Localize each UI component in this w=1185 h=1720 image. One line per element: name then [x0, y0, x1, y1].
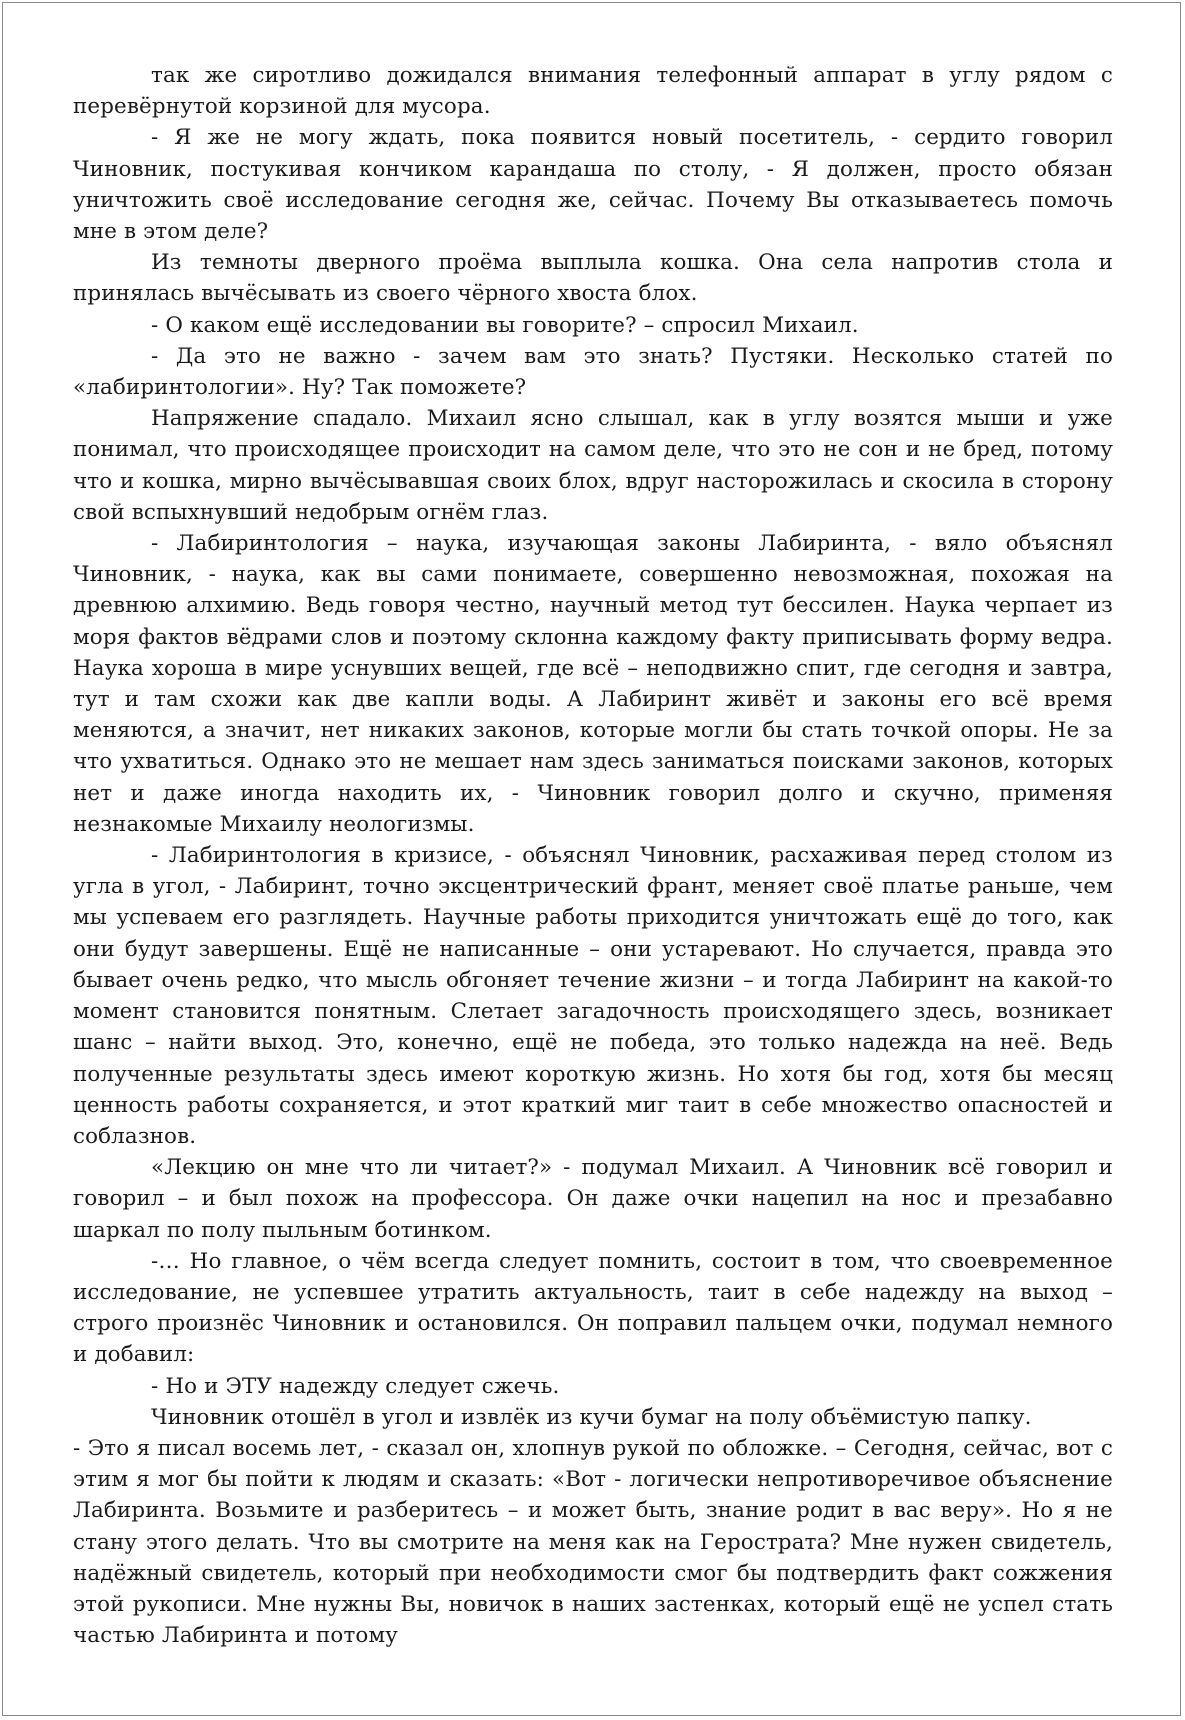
- paragraph: Из темноты дверного проёма выплыла кошка. Она села напротив стола и принялась вычёсывать из своего чёрного хвоста блох.: [73, 250, 1113, 307]
- paragraph: - Лабиринтология в кризисе, - объяснял Чиновник, расхаживая перед столом из угла в угол, - Лабиринт, точно эксцентрический франт, меняет своё платье раньше, чем мы успеваем его разглядеть. Научные работы приходится уничтожать ещё до того, как они будут завершены. Ещё не написанные – они устаревают. Но случается, правда это бывает очень редко, что мысль обгоняет течение жизни – и тогда Лабиринт на какой-то момент становится понятным. Слетает загадочность происходящего здесь, возникает шанс – найти выход. Это, конечно, ещё не победа, это только надежда на неё. Ведь полученные результаты здесь имеют короткую жизнь. Но хотя бы год, хотя бы месяц ценность работы сохраняется, и этот краткий миг таит в себе множество опасностей и соблазнов.: [73, 843, 1113, 1149]
- paragraph: - Это я писал восемь лет, - сказал он, хлопнув рукой по обложке. – Сегодня, сейчас, вот с этим я мог бы пойти к людям и сказать: «Вот - логически непротиворечивое объяснение Лабиринта. Возьмите и разберитесь – и может быть, знание родит в вас веру». Но я не стану этого делать. Что вы смотрите на меня как на Герострата? Мне нужен свидетель, надёжный свидетель, который при необходимости смог бы подтвердить факт сожжения этой рукописи. Мне нужны Вы, новичок в наших застенках, который ещё не успел стать частью Лабиринта и потому: [73, 1435, 1113, 1649]
- paragraph: Чиновник отошёл в угол и извлёк из кучи бумаг на полу объёмистую папку.: [151, 1404, 1032, 1430]
- paragraph: - Но и ЭТУ надежду следует сжечь.: [151, 1373, 560, 1399]
- paragraph: Напряжение спадало. Михаил ясно слышал, как в углу возятся мыши и уже понимал, что происходящее происходит на самом деле, что это не сон и не бред, потому что и кошка, мирно вычёсывавшая своих блох, вдруг насторожилась и скосила в сторону свой вспыхнувший недобрым огнём глаз.: [73, 406, 1113, 525]
- paragraph: -… Но главное, о чём всегда следует помнить, состоит в том, что своевременное исследование, не успевшее утратить актуальность, таит в себе надежду на выход – строго произнёс Чиновник и остановился. Он поправил пальцем очки, подумал немного и добавил:: [73, 1248, 1113, 1368]
- document-page: [2, 2, 1181, 1716]
- paragraph: «Лекцию он мне что ли читает?» - подумал Михаил. А Чиновник всё говорил и говорил – и был похож на профессора. Он даже очки нацепил на нос и презабавно шаркал по полу пыльным ботинком.: [73, 1155, 1113, 1243]
- paragraph: так же сиротливо дожидался внимания телефонный аппарат в углу рядом с перевёрнутой корзиной для мусора.: [73, 63, 1113, 120]
- paragraph: - О каком ещё исследовании вы говорите? – спросил Михаил.: [151, 312, 859, 338]
- document-body: [73, 60, 1113, 1651]
- paragraph: - Да это не важно - зачем вам это знать? Пустяки. Несколько статей по «лабиринтологии». Ну? Так поможете?: [73, 343, 1113, 401]
- paragraph: - Я же не могу ждать, пока появится новый посетитель, - сердито говорил Чиновник, постукивая кончиком карандаша по столу, - Я должен, просто обязан уничтожить своё исследование сегодня же, сейчас. Почему Вы отказываетесь помочь мне в этом деле?: [73, 125, 1113, 245]
- paragraph: - Лабиринтология – наука, изучающая законы Лабиринта, - вяло объяснял Чиновник, - наука, как вы сами понимаете, совершенно невозможная, похожая на древнюю алхимию. Ведь говоря честно, научный метод тут бессилен. Наука черпает из моря фактов вёдрами слов и поэтому склонна каждому факту приписывать форму ведра. Наука хороша в мире уснувших вещей, где всё – неподвижно спит, где сегодня и завтра, тут и там схожи как две капли воды. А Лабиринт живёт и законы его всё время меняются, а значит, нет никаких законов, которые могли бы стать точкой опоры. Не за что ухватиться. Однако это не мешает нам здесь заниматься поисками законов, которых нет и даже иногда находить их, - Чиновник говорил долго и скучно, применяя незнакомые Михаилу неологизмы.: [73, 531, 1113, 837]
